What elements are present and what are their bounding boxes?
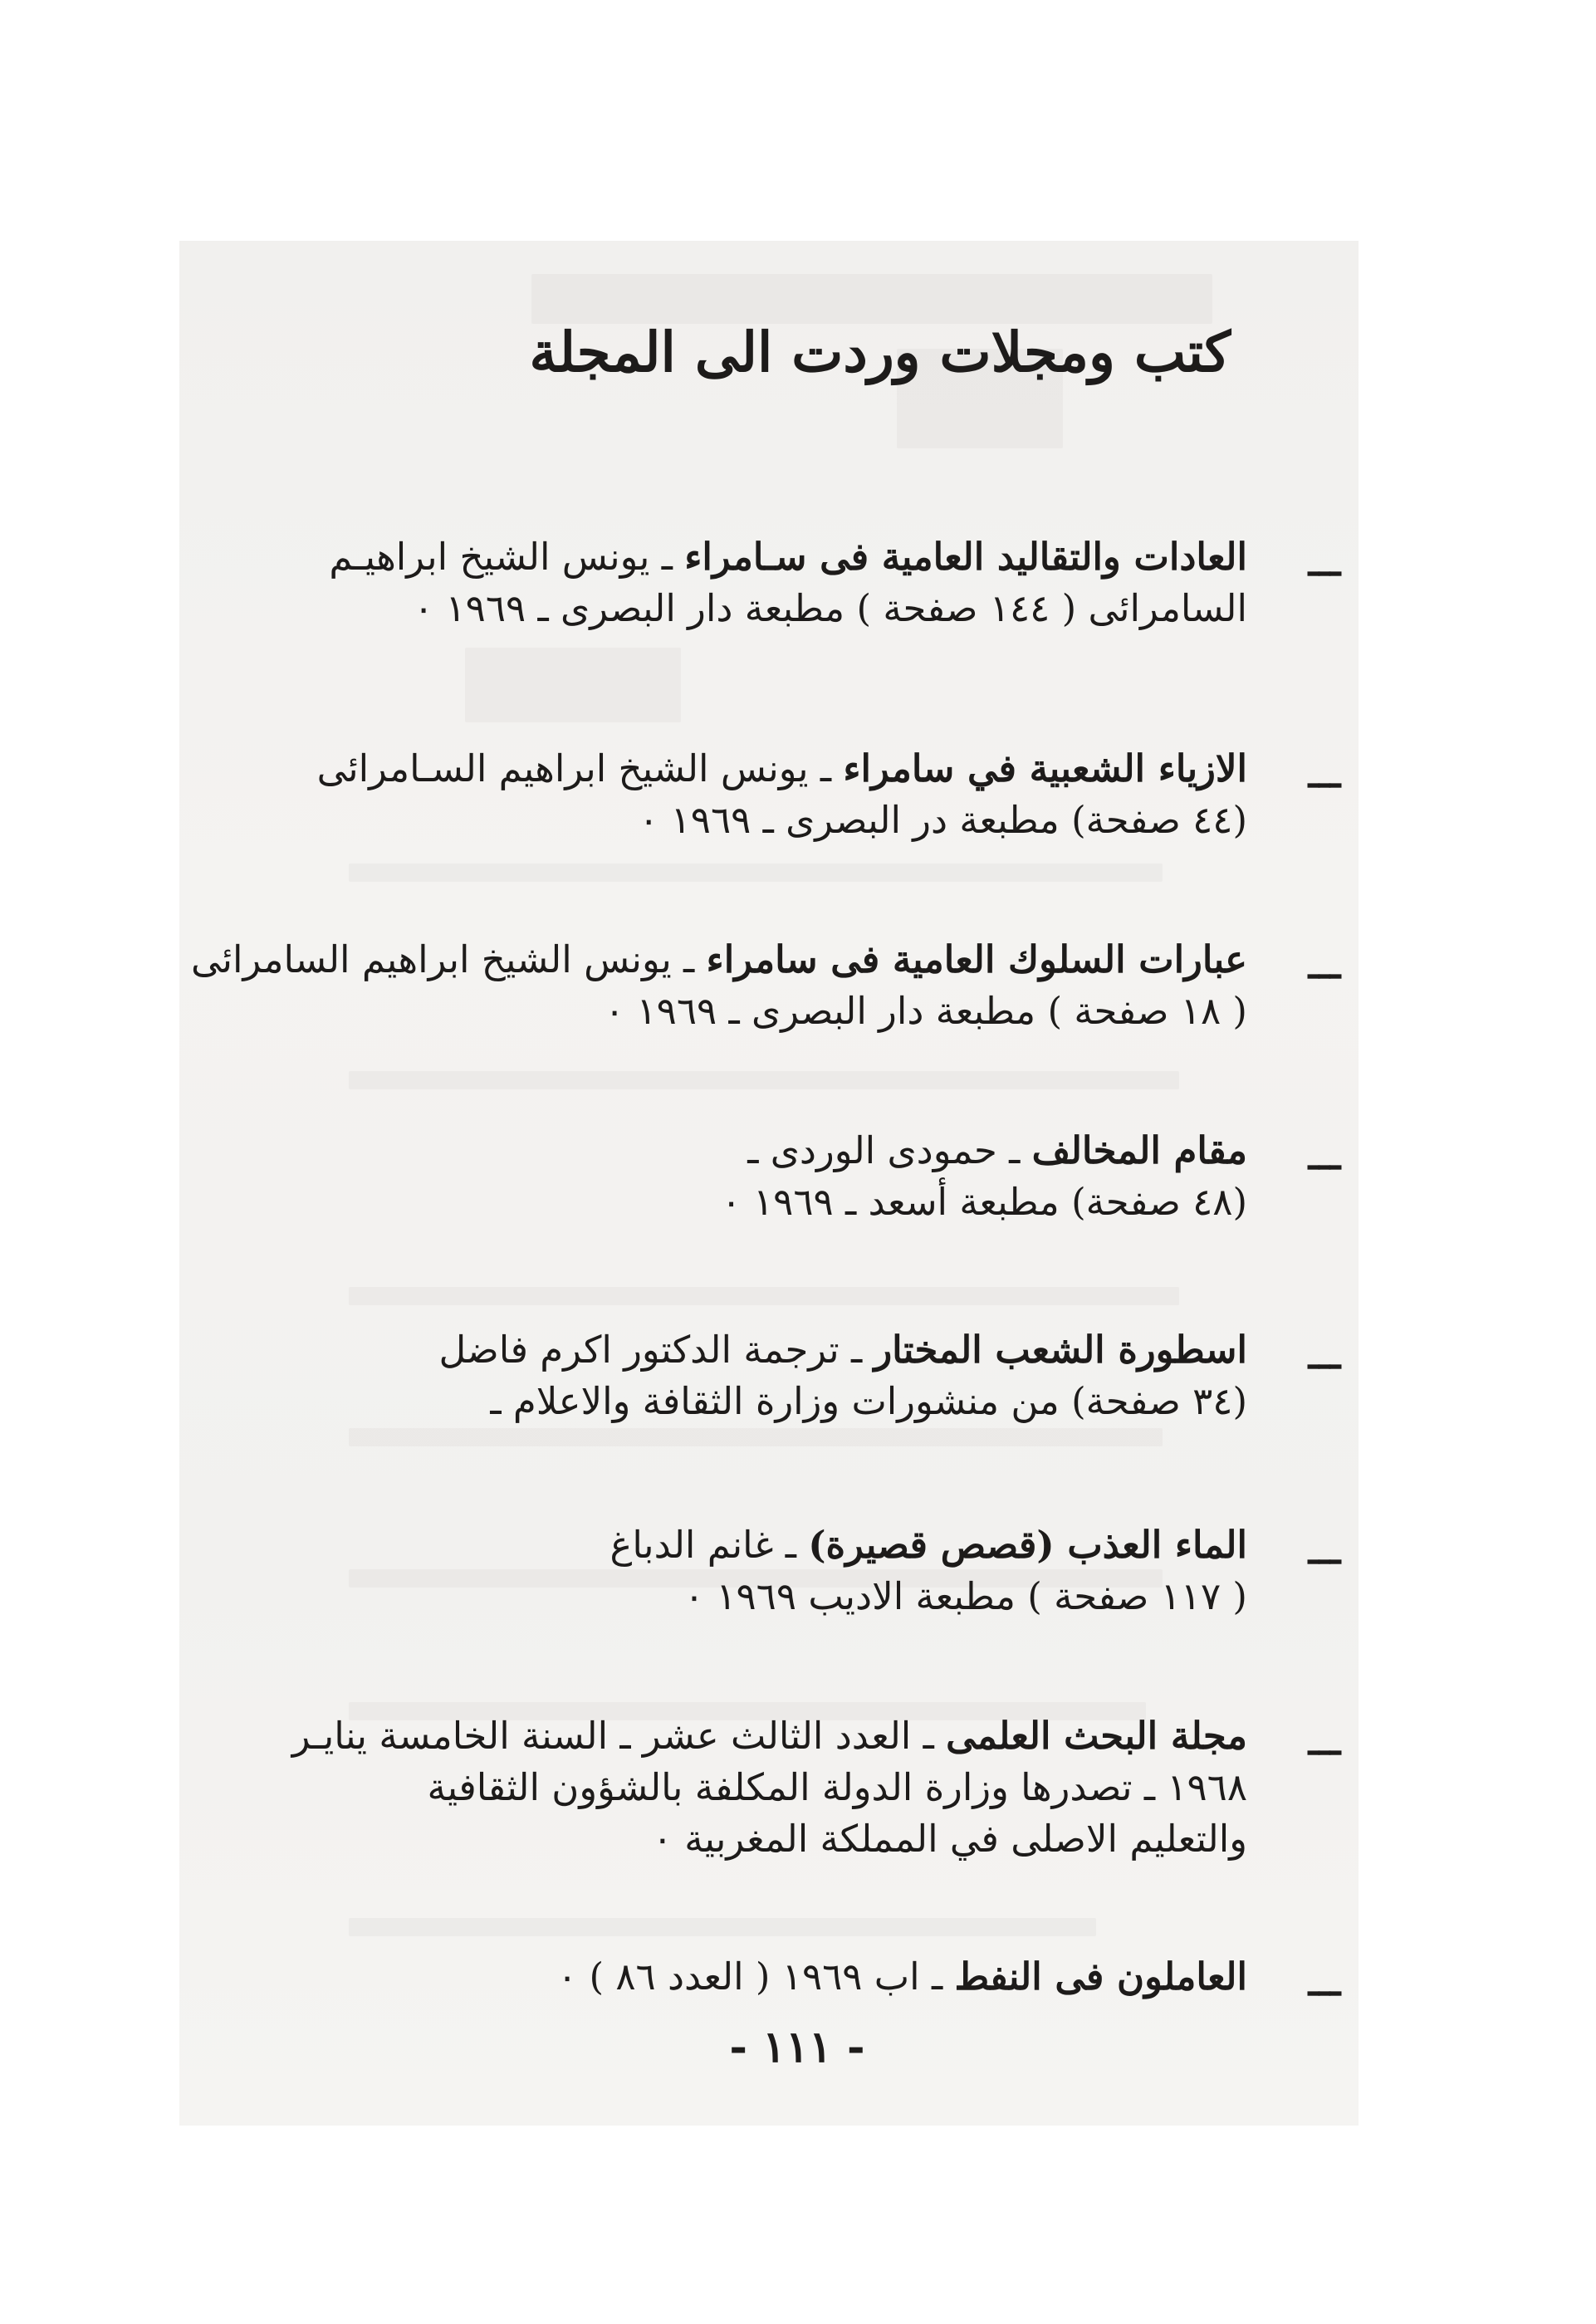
entry-details: ـ العدد الثالث عشر ـ السنة الخامسة ينايـر bbox=[291, 1714, 947, 1758]
show-through-ghost bbox=[465, 648, 681, 722]
entry-second-line: (٤٤ صفحة) مطبعة در البصرى ـ ١٩٦٩ ٠ bbox=[639, 798, 1247, 842]
entry-first-line bbox=[191, 934, 1247, 986]
book-entry bbox=[267, 743, 1341, 846]
entry-second-line: السامرائى ( ١٤٤ صفحة ) مطبعة دار البصرى ـ ١٩٦٩ ٠ bbox=[414, 586, 1247, 630]
entry-dash: ـــ bbox=[1308, 1136, 1341, 1178]
entry-first-line bbox=[267, 1519, 1247, 1571]
entry-details: ـ ترجمة الدكتور اكرم فاضل bbox=[438, 1328, 874, 1372]
entry-dash: ـــ bbox=[1308, 542, 1341, 585]
entry-dash: ـــ bbox=[1308, 1962, 1341, 2004]
entry-dash: ـــ bbox=[1308, 754, 1341, 796]
entry-second-line: (٤٨ صفحة) مطبعة أسعد ـ ١٩٦٩ ٠ bbox=[721, 1180, 1247, 1224]
entry-first-line bbox=[267, 1125, 1247, 1177]
show-through-ghost bbox=[349, 1071, 1179, 1089]
entry-second-line: ( ١١٧ صفحة ) مطبعة الاديب ١٩٦٩ ٠ bbox=[683, 1574, 1247, 1618]
entry-details: ـ حمودى الوردى ـ bbox=[747, 1128, 1032, 1172]
entry-details: ـ يونس الشيخ ابراهيـم bbox=[329, 535, 685, 579]
book-entry bbox=[267, 1519, 1341, 1622]
entry-title: عبارات السلوك العامية فى سامراء bbox=[706, 937, 1247, 981]
entry-details: ـ غانم الدباغ bbox=[610, 1523, 809, 1567]
show-through-ghost bbox=[349, 1918, 1096, 1936]
book-entry bbox=[267, 1125, 1341, 1228]
show-through-ghost bbox=[349, 1428, 1163, 1446]
entry-details: ـ يونس الشيخ ابراهيم السامرائى bbox=[191, 937, 707, 981]
entry-title: العادات والتقاليد العامية فى سـامراء bbox=[684, 535, 1247, 579]
entry-dash: ـــ bbox=[1308, 1530, 1341, 1573]
entry-first-line bbox=[267, 1951, 1247, 2003]
entry-first-line bbox=[267, 743, 1247, 795]
entry-dash: ـــ bbox=[1308, 1335, 1341, 1377]
page-title: كتب ومجلات وردت الى المجلة bbox=[529, 320, 1231, 384]
entry-dash: ـــ bbox=[1308, 1721, 1341, 1764]
entry-third-line: والتعليم الاصلى في المملكة المغربية ٠ bbox=[652, 1817, 1247, 1861]
entry-title: العاملون فى النفط bbox=[954, 1955, 1247, 1999]
entry-second-line: ١٩٦٨ ـ تصدرها وزارة الدولة المكلفة بالشؤون الثقافية bbox=[427, 1765, 1247, 1809]
journal-entry bbox=[267, 1710, 1341, 1865]
book-entry bbox=[267, 531, 1341, 634]
book-entry bbox=[191, 934, 1341, 1037]
entry-second-line: ( ١٨ صفحة ) مطبعة دار البصرى ـ ١٩٦٩ ٠ bbox=[605, 989, 1247, 1033]
entry-dash: ـــ bbox=[1308, 945, 1341, 987]
book-entry bbox=[267, 1324, 1341, 1427]
journal-entry bbox=[267, 1951, 1341, 2004]
entry-first-line bbox=[267, 1710, 1247, 1762]
entry-title: اسطورة الشعب المختار bbox=[874, 1328, 1247, 1372]
page-number: - ١١١ - bbox=[729, 2022, 865, 2072]
entry-first-line bbox=[267, 531, 1247, 583]
show-through-ghost bbox=[349, 1287, 1179, 1305]
show-through-ghost bbox=[531, 274, 1212, 324]
entry-title: مجلة البحث العلمى bbox=[946, 1714, 1247, 1758]
entry-title: مقام المخالف bbox=[1031, 1128, 1247, 1172]
entry-first-line bbox=[267, 1324, 1247, 1376]
entry-title: الازياء الشعبية في سامراء bbox=[843, 746, 1247, 790]
entry-title: الماء العذب (قصص قصيرة) bbox=[808, 1523, 1247, 1567]
entry-details: ـ اب ١٩٦٩ ( العدد ٨٦ ) ٠ bbox=[557, 1955, 955, 1999]
entry-details: ـ يونس الشيخ ابراهيم السـامرائى bbox=[316, 746, 844, 790]
entry-second-line: (٣٤ صفحة) من منشورات وزارة الثقافة والاعلام ـ bbox=[490, 1379, 1247, 1423]
show-through-ghost bbox=[349, 864, 1163, 882]
